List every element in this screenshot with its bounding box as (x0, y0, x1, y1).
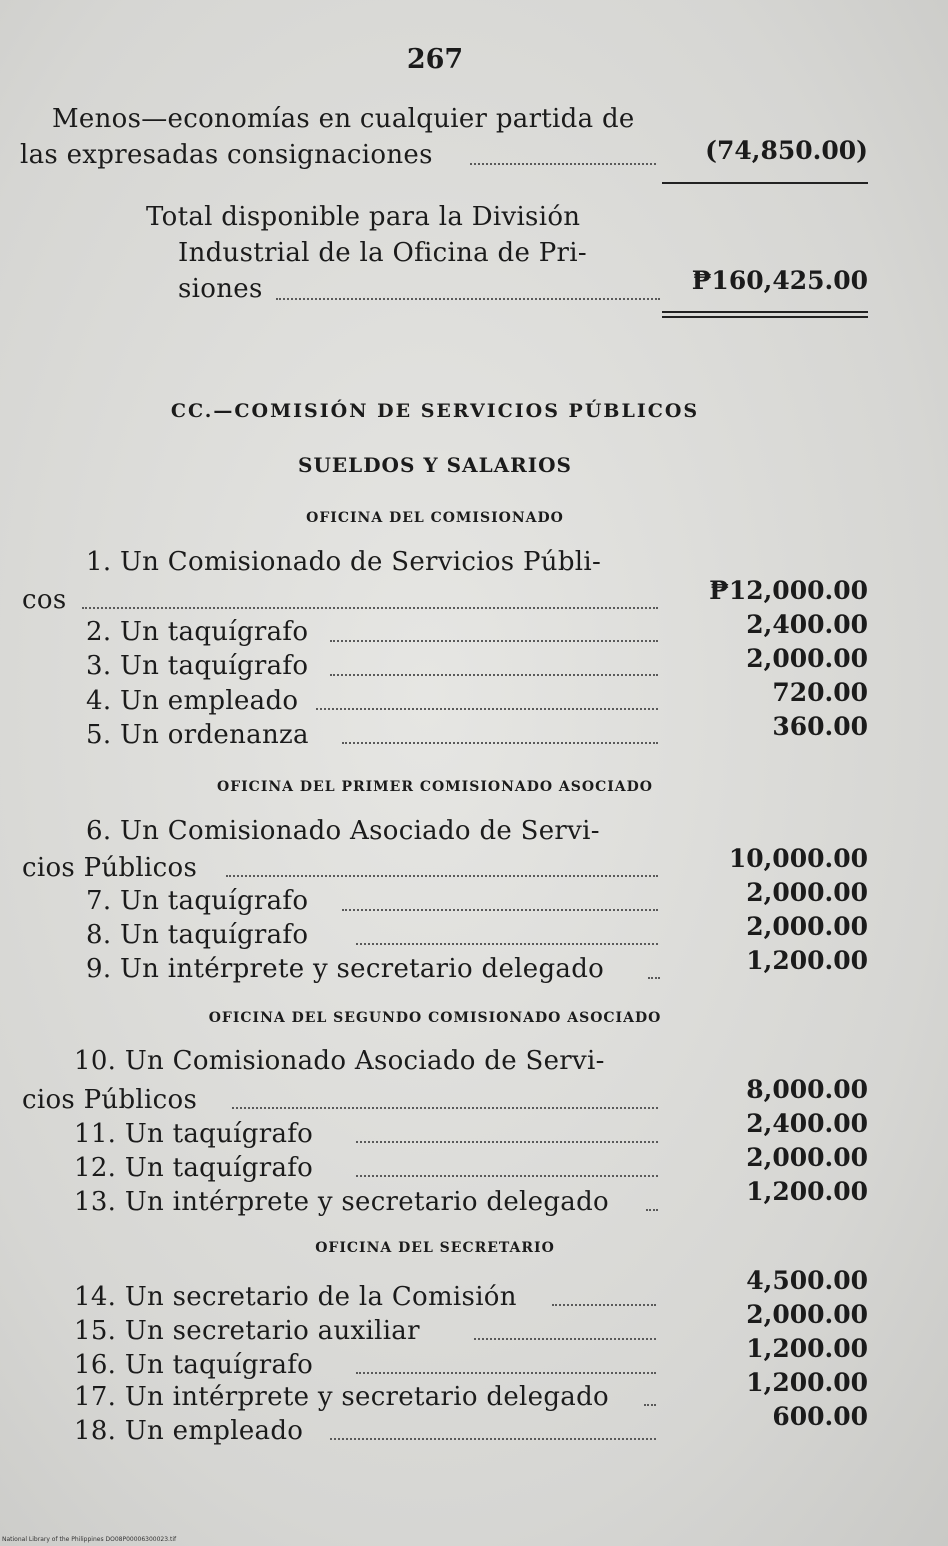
item-line: 6. Un Comisionado Asociado de Servi- (86, 816, 600, 846)
item-amount: 2,000.00 (746, 1300, 868, 1329)
office-heading: OFICINA DEL SECRETARIO (315, 1240, 555, 1256)
dot-leader (356, 1175, 658, 1177)
subsection-title: SUELDOS Y SALARIOS (298, 453, 572, 477)
office-heading: OFICINA DEL SEGUNDO COMISIONADO ASOCIADO (208, 1010, 662, 1026)
item-line: 18. Un empleado (74, 1416, 304, 1446)
sum-rule (662, 182, 868, 184)
item-line: 11. Un taquígrafo (74, 1119, 314, 1149)
item-amount: 1,200.00 (746, 946, 868, 975)
dot-leader (330, 640, 658, 642)
less-line-1: Menos—economías en cualquier partida de (52, 104, 635, 134)
item-line: 10. Un Comisionado Asociado de Servi- (74, 1046, 605, 1076)
dot-leader (644, 1404, 656, 1406)
item-continuation: cios Públicos (22, 853, 198, 883)
dot-leader (232, 1107, 658, 1109)
item-continuation: cos (22, 585, 67, 615)
item-line: 1. Un Comisionado de Servicios Públi- (86, 547, 602, 577)
item-line: 2. Un taquígrafo (86, 617, 309, 647)
section-title: CC.—COMISIÓN DE SERVICIOS PÚBLICOS (170, 400, 700, 422)
item-amount: 600.00 (772, 1402, 868, 1431)
dot-leader (330, 1438, 656, 1440)
item-amount: 1,200.00 (746, 1334, 868, 1363)
double-rule-bottom (662, 316, 868, 318)
item-amount: 2,000.00 (746, 878, 868, 907)
item-continuation: cios Públicos (22, 1085, 198, 1115)
item-amount: 2,400.00 (746, 1109, 868, 1138)
dot-leader (648, 977, 660, 979)
item-line: 8. Un taquígrafo (86, 920, 309, 950)
item-amount: 1,200.00 (746, 1368, 868, 1397)
dot-leader (342, 742, 658, 744)
less-amount: (74,850.00) (705, 136, 868, 165)
dot-leader (226, 875, 658, 877)
dot-leader (356, 1372, 656, 1374)
office-heading: OFICINA DEL PRIMER COMISIONADO ASOCIADO (217, 779, 653, 795)
item-line: 13. Un intérprete y secretario delegado (74, 1187, 609, 1217)
dot-leader (330, 674, 658, 676)
archive-footer: National Library of the Philippines DO08P00006300023.tif (2, 1536, 177, 1543)
dot-leader (646, 1209, 658, 1211)
item-line: 7. Un taquígrafo (86, 886, 309, 916)
dot-leader (470, 163, 656, 165)
double-rule-top (662, 311, 868, 313)
item-line: 17. Un intérprete y secretario delegado (74, 1382, 609, 1412)
item-amount: 1,200.00 (746, 1177, 868, 1206)
office-heading: OFICINA DEL COMISIONADO (306, 510, 564, 526)
dot-leader (356, 943, 658, 945)
item-line: 12. Un taquígrafo (74, 1153, 314, 1183)
item-amount: 360.00 (772, 712, 868, 741)
item-line: 9. Un intérprete y secretario delegado (86, 954, 605, 984)
dot-leader (276, 298, 660, 300)
less-line-2: las expresadas consignaciones (20, 140, 433, 170)
item-amount: 2,400.00 (746, 610, 868, 639)
total-amount: ₱160,425.00 (691, 266, 868, 295)
dot-leader (356, 1141, 658, 1143)
total-line-2: Industrial de la Oficina de Pri- (178, 238, 587, 268)
item-amount: 2,000.00 (746, 912, 868, 941)
dot-leader (552, 1304, 656, 1306)
total-line-1: Total disponible para la División (146, 202, 581, 232)
dot-leader (316, 708, 658, 710)
total-line-3: siones (178, 274, 263, 304)
item-amount: 2,000.00 (746, 1143, 868, 1172)
item-amount: 2,000.00 (746, 644, 868, 673)
item-line: 15. Un secretario auxiliar (74, 1316, 420, 1346)
dot-leader (342, 909, 658, 911)
item-line: 4. Un empleado (86, 686, 299, 716)
item-amount: 4,500.00 (746, 1266, 868, 1295)
item-line: 16. Un taquígrafo (74, 1350, 314, 1380)
item-line: 5. Un ordenanza (86, 720, 309, 750)
item-amount: 720.00 (772, 678, 868, 707)
page-number: 267 (406, 44, 464, 75)
item-amount: 10,000.00 (728, 844, 868, 873)
dot-leader (82, 607, 658, 609)
item-amount: ₱12,000.00 (709, 576, 868, 605)
item-line: 14. Un secretario de la Comisión (74, 1282, 517, 1312)
item-amount: 8,000.00 (746, 1075, 868, 1104)
item-line: 3. Un taquígrafo (86, 651, 309, 681)
dot-leader (474, 1338, 656, 1340)
